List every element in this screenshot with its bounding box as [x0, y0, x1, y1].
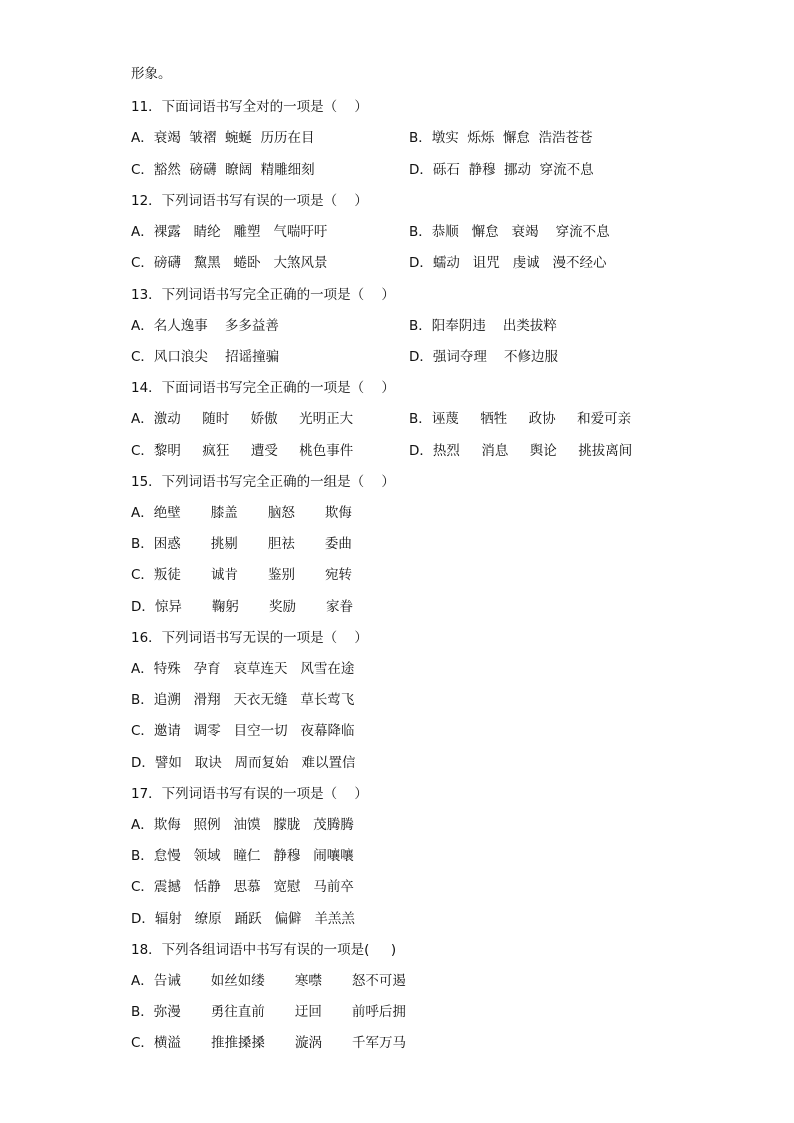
lead-text: 形象。 — [131, 66, 172, 82]
question-14-option-c: C．黎明 疯狂 遭受 桃色事件 — [131, 443, 354, 459]
question-12-option-d: D．蠕动 诅咒 虔诚 漫不经心 — [409, 255, 607, 271]
question-17-option-d: D．辐射 缭原 踊跃 偏僻 羊羔羔 — [131, 911, 355, 927]
question-18-stem: 18．下列各组词语中书写有误的一项是( ) — [131, 942, 397, 958]
question-16-stem: 16．下列词语书写无误的一项是（ ） — [131, 630, 368, 646]
question-18-option-b: B．弥漫 勇往直前 迂回 前呼后拥 — [131, 1004, 406, 1020]
question-11-stem: 11．下面词语书写全对的一项是（ ） — [131, 99, 368, 115]
question-13-option-c: C．风口浪尖 招谣撞骗 — [131, 349, 280, 365]
question-15-option-b: B．困惑 挑剔 胆祛 委曲 — [131, 536, 352, 552]
question-12-option-b: B．恭顺 懈怠 衰竭 穿流不息 — [409, 224, 610, 240]
question-14-option-a: A．激动 随时 娇傲 光明正大 — [131, 411, 354, 427]
question-17-option-c: C．震撼 恬静 思慕 宽慰 马前卒 — [131, 879, 354, 895]
question-13-option-d: D．强词夺理 不修边服 — [409, 349, 559, 365]
question-17-option-b: B．怠慢 领域 瞳仁 静穆 闹嚷嚷 — [131, 848, 354, 864]
question-16-option-b: B．追溯 滑翔 天衣无缝 草长莺飞 — [131, 692, 355, 708]
question-12-stem: 12．下列词语书写有误的一项是（ ） — [131, 193, 368, 209]
question-12-option-c: C．磅礴 黧黑 蜷卧 大煞风景 — [131, 255, 328, 271]
question-15-option-d: D．惊异 鞠躬 奖励 家眷 — [131, 599, 354, 615]
question-17-option-a: A．欺侮 照例 油馍 朦胧 茂腾腾 — [131, 817, 354, 833]
question-14-option-d: D．热烈 消息 舆论 挑拔离间 — [409, 443, 633, 459]
question-15-option-a: A．绝壁 膝盖 脑怒 欺侮 — [131, 505, 352, 521]
question-11-option-c: C．豁然 磅礴 瞭阔 精雕细刻 — [131, 162, 315, 178]
question-13-option-b: B．阳奉阴违 出类拔粹 — [409, 318, 557, 334]
question-11-option-b: B．墩实 烁烁 懈怠 浩浩苍苍 — [409, 130, 593, 146]
question-11-option-a: A．衰竭 皱褶 蜿蜒 历历在目 — [131, 130, 315, 146]
question-14-option-b: B．诬蔑 牺牲 政协 和爱可亲 — [409, 411, 632, 427]
question-13-stem: 13．下列词语书写完全正确的一项是（ ） — [131, 287, 395, 303]
question-16-option-d: D．譬如 取诀 周而复始 难以置信 — [131, 755, 356, 771]
question-16-option-c: C．邀请 调零 目空一切 夜幕降临 — [131, 723, 355, 739]
question-13-option-a: A．名人逸事 多多益善 — [131, 318, 279, 334]
question-11-option-d: D．砾石 静穆 挪动 穿流不息 — [409, 162, 594, 178]
question-12-option-a: A．裸露 睛纶 雕塑 气喘吁吁 — [131, 224, 328, 240]
question-15-option-c: C．叛徒 诚肯 鉴别 宛转 — [131, 567, 353, 583]
question-18-option-a: A．告诫 如丝如缕 寒噤 怒不可遏 — [131, 973, 406, 989]
question-18-option-c: C．横溢 推推搡搡 漩涡 千军万马 — [131, 1035, 407, 1051]
question-15-stem: 15．下列词语书写完全正确的一组是（ ） — [131, 474, 395, 490]
question-17-stem: 17．下列词语书写有误的一项是（ ） — [131, 786, 368, 802]
question-14-stem: 14．下面词语书写完全正确的一项是（ ） — [131, 380, 395, 396]
question-16-option-a: A．特殊 孕育 哀草连天 风雪在途 — [131, 661, 355, 677]
